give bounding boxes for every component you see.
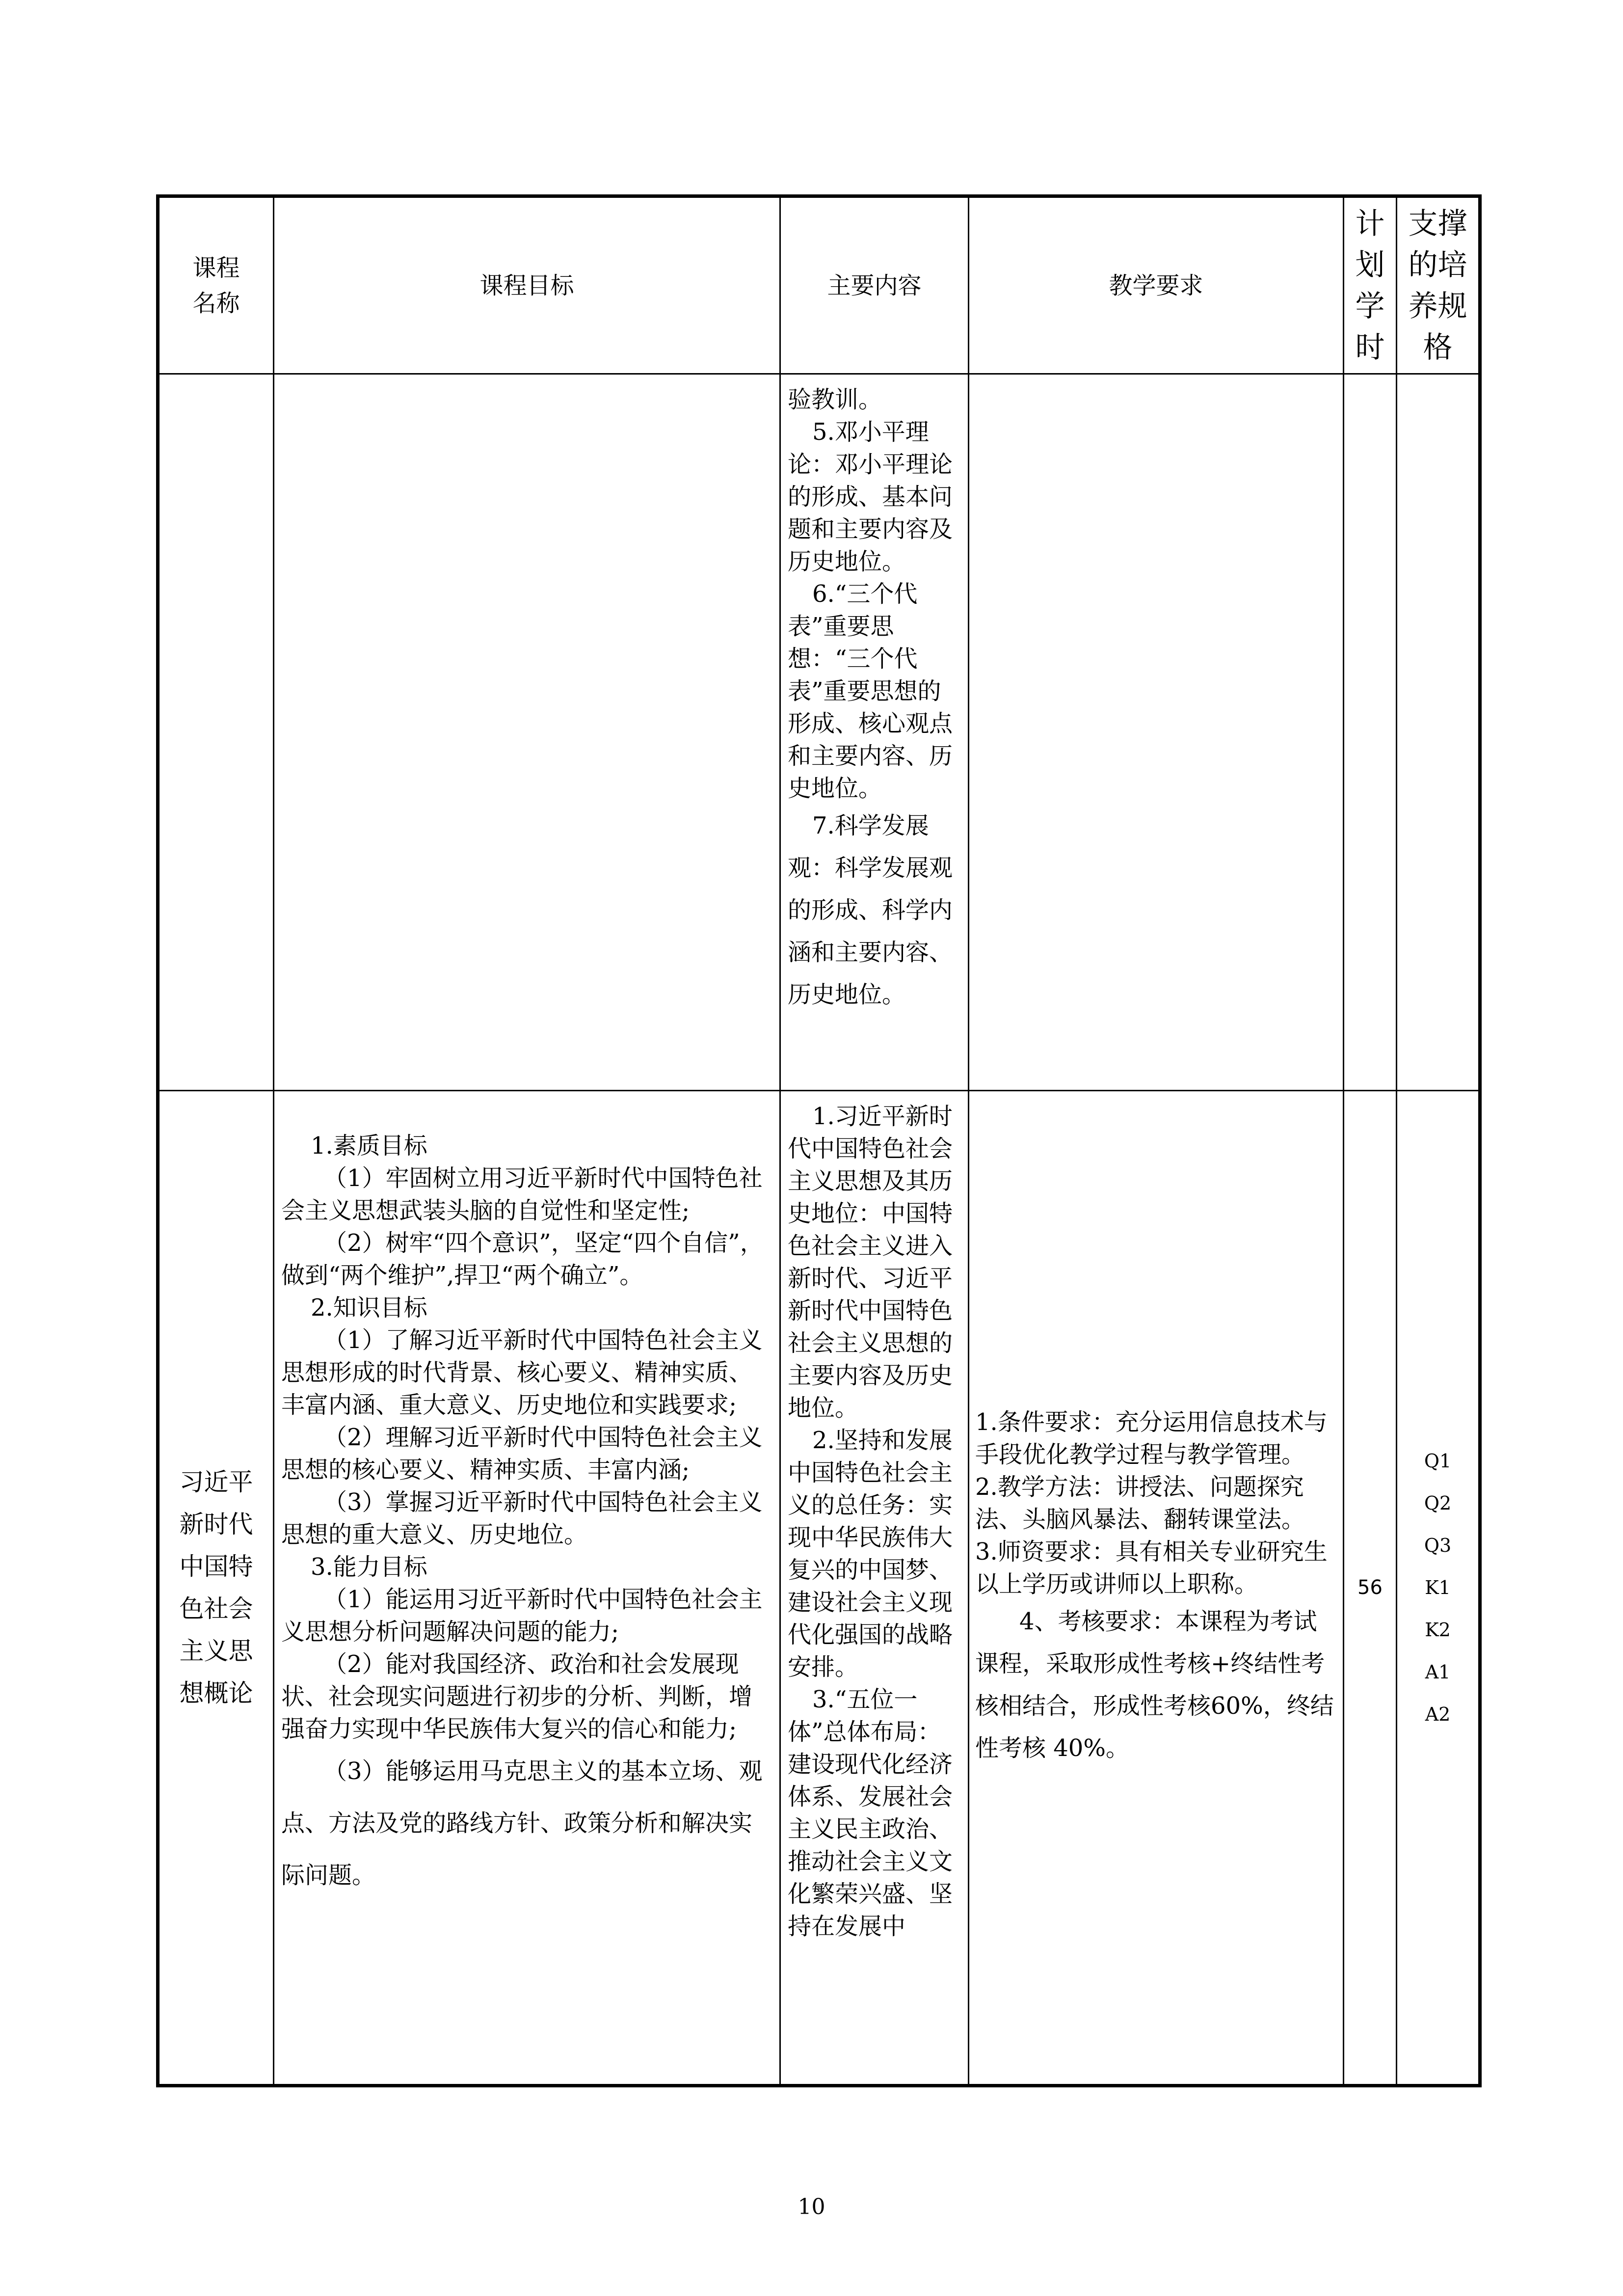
row2-planned-hours: 56 — [1344, 1091, 1397, 2086]
spec-code: K1 — [1425, 1577, 1451, 1598]
req-teacher: 3.师资要求：具有相关专业研究生以上学历或讲师以上职称。 — [975, 1538, 1328, 1598]
goal-knowledge-2: （2）理解习近平新时代中国特色社会主义思想的核心要义、精神实质、丰富内涵; — [281, 1424, 763, 1484]
row2-course-name: 习近平新时代中国特色社会主义思想概论 — [158, 1091, 274, 2086]
row2-main-content — [780, 1091, 969, 2086]
goal-quality-2: （2）树牢“四个意识”，坚定“四个自信”，做到“两个维护”,捍卫“两个确立”。 — [281, 1229, 764, 1289]
req-condition: 1.条件要求：充分运用信息技术与手段优化教学过程与教学管理。 — [975, 1408, 1328, 1468]
row1-course-goal — [274, 374, 780, 1091]
header-course-goal: 课程目标 — [274, 196, 780, 374]
header-row — [158, 196, 1480, 374]
goal-ability-2: （2）能对我国经济、政治和社会发展现状、社会现实问题进行初步的分析、判断，增强奋力实现中华民族伟大复兴的信心和能力; — [281, 1650, 753, 1743]
goal-ability-1: （1）能运用习近平新时代中国特色社会主义思想分析问题解决问题的能力; — [281, 1586, 763, 1646]
course-table — [156, 194, 1482, 2087]
row2-content-line: 2.坚持和发展中国特色社会主义的总任务：实现中华民族伟大复兴的中国梦、建设社会主义现代化强国的战略安排。 — [788, 1427, 953, 1681]
row2-content-line: 3.“五位一体”总体布局：建设现代化经济体系、发展社会主义民主政治、推动社会主义文化繁荣兴盛、坚持在发展中 — [788, 1686, 953, 1940]
spec-code: Q2 — [1424, 1492, 1452, 1514]
goal-knowledge-1: （1）了解习近平新时代中国特色社会主义思想形成的时代背景、核心要义、精神实质、丰富内涵、重大意义、历史地位和实践要求; — [281, 1326, 763, 1419]
row2-content-line: 1.习近平新时代中国特色社会主义思想及其历史地位：中国特色社会主义进入新时代、习近平新时代中国特色社会主义思想的主要内容及历史地位。 — [788, 1103, 953, 1422]
goal-knowledge-title: 2.知识目标 — [311, 1294, 427, 1322]
goal-quality-title: 1.素质目标 — [311, 1132, 427, 1160]
row2-course-goal — [274, 1091, 780, 2086]
row1-content-line: 验教训。 — [788, 386, 882, 413]
header-planned-hours: 计划学时 — [1344, 196, 1397, 374]
header-course-name: 课程名称 — [158, 196, 274, 374]
spec-code: Q3 — [1424, 1535, 1452, 1556]
req-assessment: 4、考核要求：本课程为考试课程，采取形成性考核+终结性考核相结合，形成性考核60%，终结性考核 40%。 — [975, 1608, 1334, 1762]
row1-content-line: 5.邓小平理论：邓小平理论的形成、基本问题和主要内容及历史地位。 — [788, 418, 953, 575]
table-row — [158, 1091, 1480, 2086]
goal-ability-title: 3.能力目标 — [311, 1553, 427, 1581]
spec-code: Q1 — [1424, 1450, 1452, 1472]
header-teaching-requirement: 教学要求 — [969, 196, 1344, 374]
row1-planned-hours — [1344, 374, 1397, 1091]
row1-teaching-requirement — [969, 374, 1344, 1091]
row2-teaching-requirement — [969, 1091, 1344, 2086]
spec-code: A2 — [1425, 1703, 1451, 1725]
header-main-content: 主要内容 — [780, 196, 969, 374]
table-row — [158, 374, 1480, 1091]
page-number: 10 — [798, 2194, 825, 2219]
row1-main-content — [780, 374, 969, 1091]
row1-content-line: 6.“三个代表”重要思想：“三个代表”重要思想的形成、核心观点和主要内容、历史地位。 — [788, 580, 953, 802]
header-supported-specs: 支撑的培养规格 — [1397, 196, 1480, 374]
row1-course-name — [158, 374, 274, 1091]
row1-supported-specs — [1397, 374, 1480, 1091]
req-method: 2.教学方法：讲授法、问题探究法、头脑风暴法、翻转课堂法。 — [975, 1473, 1305, 1533]
goal-knowledge-3: （3）掌握习近平新时代中国特色社会主义思想的重大意义、历史地位。 — [281, 1488, 763, 1548]
row2-supported-specs — [1397, 1091, 1480, 2086]
row1-content-line: 7.科学发展观：科学发展观的形成、科学内涵和主要内容、历史地位。 — [788, 812, 953, 1008]
goal-ability-3: （3）能够运用马克思主义的基本立场、观点、方法及党的路线方针、政策分析和解决实际问题。 — [281, 1757, 763, 1889]
spec-code: A1 — [1425, 1661, 1451, 1683]
goal-quality-1: （1）牢固树立用习近平新时代中国特色社会主义思想武装头脑的自觉性和坚定性; — [281, 1164, 763, 1224]
spec-code: K2 — [1425, 1619, 1451, 1641]
